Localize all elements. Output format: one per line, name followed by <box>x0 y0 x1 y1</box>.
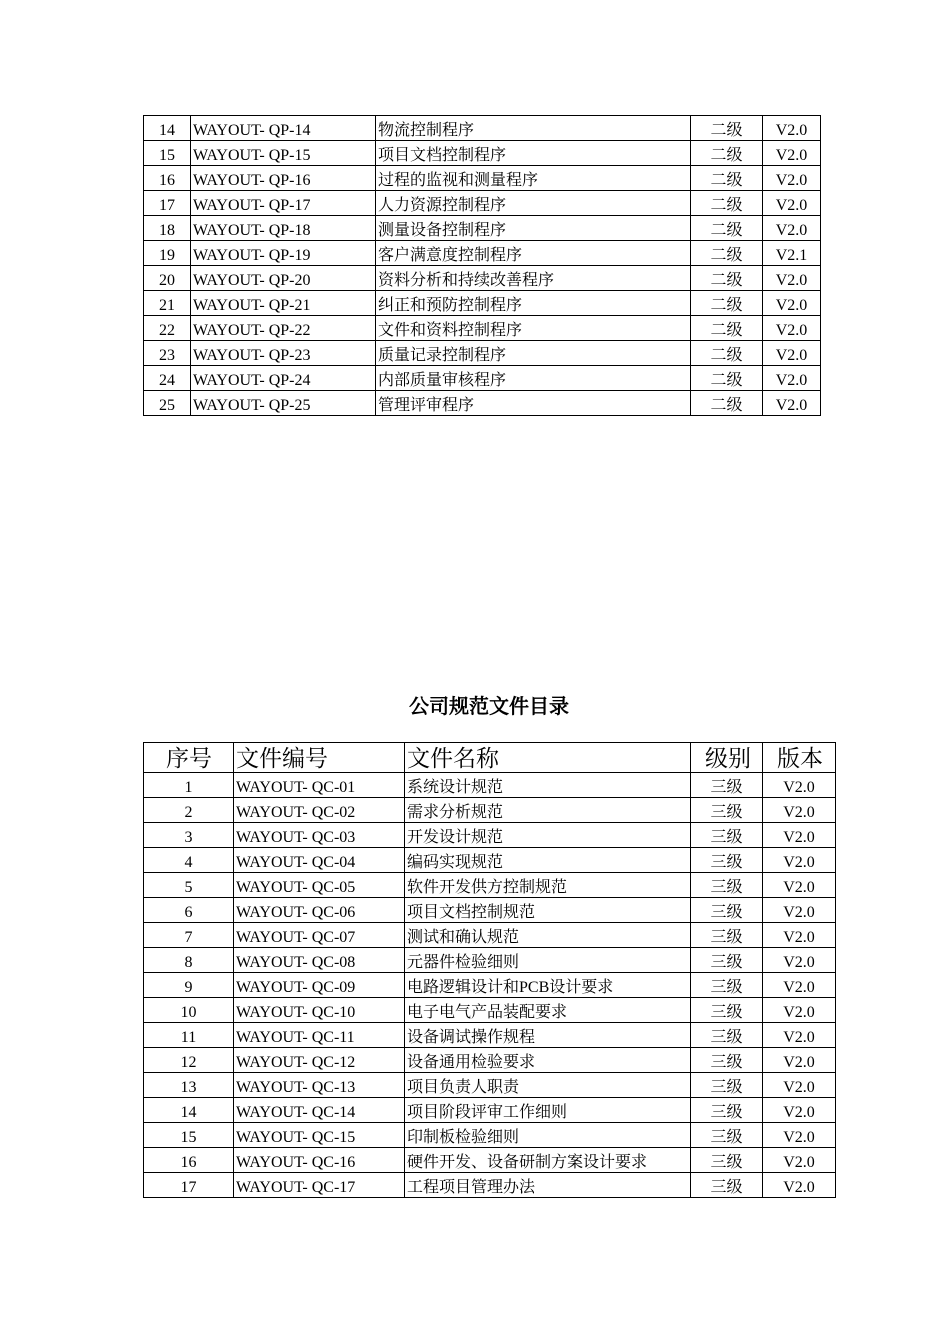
cell-level: 二级 <box>691 366 763 391</box>
cell-version: V2.0 <box>763 116 821 141</box>
cell-level: 二级 <box>691 341 763 366</box>
header-name: 文件名称 <box>405 743 691 773</box>
table-row <box>144 998 836 1023</box>
cell-version: V2.0 <box>763 773 836 798</box>
cell-level: 三级 <box>691 873 763 898</box>
cell-name: 过程的监视和测量程序 <box>376 166 691 191</box>
cell-level: 三级 <box>691 798 763 823</box>
cell-code: WAYOUT- QC-13 <box>234 1073 405 1098</box>
cell-code: WAYOUT- QP-14 <box>191 116 376 141</box>
cell-no: 13 <box>144 1073 234 1098</box>
cell-name: 管理评审程序 <box>376 391 691 416</box>
header-version: 版本 <box>763 743 836 773</box>
table-row <box>144 773 836 798</box>
cell-name: 物流控制程序 <box>376 116 691 141</box>
table-row <box>144 1073 836 1098</box>
cell-code: WAYOUT- QP-18 <box>191 216 376 241</box>
table-row <box>144 848 836 873</box>
cell-name: 软件开发供方控制规范 <box>405 873 691 898</box>
cell-level: 二级 <box>691 216 763 241</box>
cell-no: 14 <box>144 116 191 141</box>
cell-level: 二级 <box>691 266 763 291</box>
table-row <box>144 898 836 923</box>
cell-no: 1 <box>144 773 234 798</box>
cell-level: 三级 <box>691 948 763 973</box>
cell-code: WAYOUT- QC-01 <box>234 773 405 798</box>
cell-name: 电路逻辑设计和PCB设计要求 <box>405 973 691 998</box>
table-row <box>144 366 821 391</box>
cell-no: 21 <box>144 291 191 316</box>
cell-name: 项目负责人职责 <box>405 1073 691 1098</box>
cell-level: 三级 <box>691 923 763 948</box>
cell-level: 二级 <box>691 241 763 266</box>
cell-level: 三级 <box>691 1173 763 1198</box>
cell-code: WAYOUT- QC-08 <box>234 948 405 973</box>
table-row <box>144 1098 836 1123</box>
table-row <box>144 216 821 241</box>
cell-name: 项目阶段评审工作细则 <box>405 1098 691 1123</box>
table-row <box>144 316 821 341</box>
cell-no: 25 <box>144 391 191 416</box>
cell-no: 5 <box>144 873 234 898</box>
cell-version: V2.0 <box>763 1173 836 1198</box>
cell-name: 文件和资料控制程序 <box>376 316 691 341</box>
cell-level: 二级 <box>691 116 763 141</box>
qc-document-table <box>143 742 836 1198</box>
cell-version: V2.0 <box>763 998 836 1023</box>
table-row <box>144 1023 836 1048</box>
cell-code: WAYOUT- QP-22 <box>191 316 376 341</box>
cell-no: 14 <box>144 1098 234 1123</box>
cell-no: 18 <box>144 216 191 241</box>
cell-code: WAYOUT- QC-03 <box>234 823 405 848</box>
table-row <box>144 948 836 973</box>
cell-code: WAYOUT- QP-25 <box>191 391 376 416</box>
cell-version: V2.0 <box>763 923 836 948</box>
cell-version: V2.0 <box>763 191 821 216</box>
cell-code: WAYOUT- QC-11 <box>234 1023 405 1048</box>
table-row <box>144 291 821 316</box>
cell-level: 三级 <box>691 848 763 873</box>
cell-no: 2 <box>144 798 234 823</box>
cell-version: V2.0 <box>763 341 821 366</box>
cell-no: 24 <box>144 366 191 391</box>
cell-no: 9 <box>144 973 234 998</box>
cell-name: 印制板检验细则 <box>405 1123 691 1148</box>
cell-level: 二级 <box>691 391 763 416</box>
qc-table-header <box>144 743 836 773</box>
table-row <box>144 341 821 366</box>
cell-level: 三级 <box>691 1023 763 1048</box>
cell-code: WAYOUT- QP-16 <box>191 166 376 191</box>
cell-version: V2.0 <box>763 973 836 998</box>
table-row <box>144 266 821 291</box>
cell-version: V2.0 <box>763 898 836 923</box>
cell-level: 二级 <box>691 141 763 166</box>
cell-name: 开发设计规范 <box>405 823 691 848</box>
cell-no: 16 <box>144 1148 234 1173</box>
cell-no: 19 <box>144 241 191 266</box>
cell-code: WAYOUT- QC-02 <box>234 798 405 823</box>
cell-name: 项目文档控制规范 <box>405 898 691 923</box>
cell-code: WAYOUT- QC-07 <box>234 923 405 948</box>
table-row <box>144 1123 836 1148</box>
cell-name: 质量记录控制程序 <box>376 341 691 366</box>
cell-version: V2.0 <box>763 823 836 848</box>
cell-version: V2.0 <box>763 1148 836 1173</box>
cell-level: 三级 <box>691 823 763 848</box>
cell-name: 需求分析规范 <box>405 798 691 823</box>
cell-code: WAYOUT- QP-17 <box>191 191 376 216</box>
cell-version: V2.0 <box>763 316 821 341</box>
cell-version: V2.0 <box>763 1073 836 1098</box>
cell-level: 二级 <box>691 191 763 216</box>
cell-name: 编码实现规范 <box>405 848 691 873</box>
cell-name: 设备通用检验要求 <box>405 1048 691 1073</box>
table-row <box>144 973 836 998</box>
qp-document-table <box>143 115 821 416</box>
cell-code: WAYOUT- QP-23 <box>191 341 376 366</box>
cell-no: 10 <box>144 998 234 1023</box>
cell-no: 4 <box>144 848 234 873</box>
cell-no: 12 <box>144 1048 234 1073</box>
cell-code: WAYOUT- QC-12 <box>234 1048 405 1073</box>
cell-level: 三级 <box>691 1073 763 1098</box>
cell-version: V2.0 <box>763 1048 836 1073</box>
cell-name: 工程项目管理办法 <box>405 1173 691 1198</box>
qc-table-body <box>144 773 836 1198</box>
cell-code: WAYOUT- QP-20 <box>191 266 376 291</box>
cell-code: WAYOUT- QC-10 <box>234 998 405 1023</box>
cell-name: 系统设计规范 <box>405 773 691 798</box>
cell-no: 17 <box>144 191 191 216</box>
header-level: 级别 <box>691 743 763 773</box>
cell-code: WAYOUT- QC-14 <box>234 1098 405 1123</box>
cell-name: 设备调试操作规程 <box>405 1023 691 1048</box>
table-row <box>144 873 836 898</box>
cell-version: V2.0 <box>763 1023 836 1048</box>
cell-no: 23 <box>144 341 191 366</box>
cell-name: 测试和确认规范 <box>405 923 691 948</box>
qc-section-title: 公司规范文件目录 <box>409 694 569 718</box>
header-row <box>144 743 836 773</box>
cell-level: 三级 <box>691 1098 763 1123</box>
cell-code: WAYOUT- QC-06 <box>234 898 405 923</box>
cell-level: 二级 <box>691 166 763 191</box>
cell-version: V2.0 <box>763 166 821 191</box>
cell-name: 资料分析和持续改善程序 <box>376 266 691 291</box>
cell-version: V2.0 <box>763 391 821 416</box>
cell-no: 15 <box>144 141 191 166</box>
cell-name: 元器件检验细则 <box>405 948 691 973</box>
cell-no: 6 <box>144 898 234 923</box>
cell-code: WAYOUT- QC-09 <box>234 973 405 998</box>
cell-code: WAYOUT- QP-24 <box>191 366 376 391</box>
cell-level: 三级 <box>691 773 763 798</box>
cell-code: WAYOUT- QP-21 <box>191 291 376 316</box>
header-no: 序号 <box>144 743 234 773</box>
cell-level: 三级 <box>691 1148 763 1173</box>
table-row <box>144 166 821 191</box>
cell-name: 测量设备控制程序 <box>376 216 691 241</box>
qp-table-body <box>144 116 821 416</box>
cell-version: V2.0 <box>763 798 836 823</box>
cell-level: 二级 <box>691 316 763 341</box>
cell-level: 三级 <box>691 1123 763 1148</box>
cell-version: V2.1 <box>763 241 821 266</box>
cell-version: V2.0 <box>763 291 821 316</box>
cell-no: 17 <box>144 1173 234 1198</box>
cell-version: V2.0 <box>763 216 821 241</box>
cell-no: 3 <box>144 823 234 848</box>
cell-code: WAYOUT- QP-19 <box>191 241 376 266</box>
cell-no: 22 <box>144 316 191 341</box>
table-row <box>144 241 821 266</box>
table-row <box>144 1173 836 1198</box>
cell-name: 硬件开发、设备研制方案设计要求 <box>405 1148 691 1173</box>
cell-code: WAYOUT- QC-05 <box>234 873 405 898</box>
cell-code: WAYOUT- QC-04 <box>234 848 405 873</box>
table-row <box>144 191 821 216</box>
cell-name: 项目文档控制程序 <box>376 141 691 166</box>
cell-level: 三级 <box>691 898 763 923</box>
cell-version: V2.0 <box>763 948 836 973</box>
cell-code: WAYOUT- QC-16 <box>234 1148 405 1173</box>
table-row <box>144 923 836 948</box>
cell-no: 7 <box>144 923 234 948</box>
cell-code: WAYOUT- QC-15 <box>234 1123 405 1148</box>
cell-no: 16 <box>144 166 191 191</box>
cell-version: V2.0 <box>763 1098 836 1123</box>
table-row <box>144 798 836 823</box>
cell-name: 人力资源控制程序 <box>376 191 691 216</box>
table-row <box>144 116 821 141</box>
table-row <box>144 1148 836 1173</box>
cell-name: 纠正和预防控制程序 <box>376 291 691 316</box>
cell-code: WAYOUT- QP-15 <box>191 141 376 166</box>
table-row <box>144 1048 836 1073</box>
cell-version: V2.0 <box>763 366 821 391</box>
cell-level: 二级 <box>691 291 763 316</box>
cell-level: 三级 <box>691 998 763 1023</box>
cell-version: V2.0 <box>763 266 821 291</box>
cell-version: V2.0 <box>763 1123 836 1148</box>
cell-no: 8 <box>144 948 234 973</box>
cell-no: 11 <box>144 1023 234 1048</box>
cell-version: V2.0 <box>763 873 836 898</box>
cell-no: 15 <box>144 1123 234 1148</box>
cell-level: 三级 <box>691 973 763 998</box>
table-row <box>144 141 821 166</box>
cell-level: 三级 <box>691 1048 763 1073</box>
cell-name: 客户满意度控制程序 <box>376 241 691 266</box>
cell-version: V2.0 <box>763 141 821 166</box>
header-code: 文件编号 <box>234 743 405 773</box>
cell-code: WAYOUT- QC-17 <box>234 1173 405 1198</box>
cell-name: 电子电气产品装配要求 <box>405 998 691 1023</box>
cell-no: 20 <box>144 266 191 291</box>
table-row <box>144 391 821 416</box>
table-row <box>144 823 836 848</box>
cell-version: V2.0 <box>763 848 836 873</box>
cell-name: 内部质量审核程序 <box>376 366 691 391</box>
